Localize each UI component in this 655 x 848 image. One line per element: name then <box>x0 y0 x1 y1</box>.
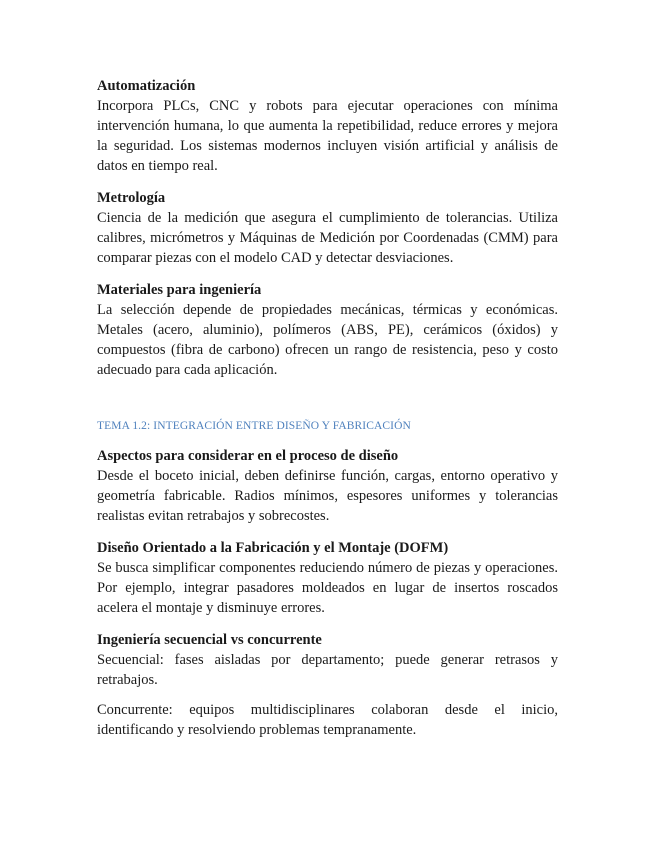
section-heading: Materiales para ingeniería <box>97 282 262 298</box>
section-body: La selección depende de propiedades mecánicas, térmicas y económicas. Metales (acero, aluminio), polímeros (ABS, PE), cerámicos (óxidos) y compuestos (fibra de carbono) ofrecen un rango de resistencia, peso y costo adecuado para cada aplicación. <box>97 302 558 378</box>
section-ingenieria <box>97 630 558 740</box>
section-body: Ciencia de la medición que asegura el cumplimiento de tolerancias. Utiliza calibres, micrómetros y Máquinas de Medición por Coordenadas (CMM) para comparar piezas con el modelo CAD y detectar desviaciones. <box>97 210 558 266</box>
section-dofm <box>97 538 558 618</box>
document-page <box>97 76 558 752</box>
topic-title: TEMA 1.2: INTEGRACIÓN ENTRE DISEÑO Y FABRICACIÓN <box>97 420 411 432</box>
section-aspectos-diseno <box>97 446 558 526</box>
paragraph-gap <box>97 690 558 700</box>
section-heading: Aspectos para considerar en el proceso de diseño <box>97 448 399 464</box>
section-heading: Automatización <box>97 78 196 94</box>
section-automatizacion <box>97 76 558 176</box>
section-body: Secuencial: fases aisladas por departamento; puede generar retrasos y retrabajos. <box>97 652 558 688</box>
section-metrologia <box>97 188 558 268</box>
section-materiales <box>97 280 558 380</box>
section-body: Se busca simplificar componentes reduciendo número de piezas y operaciones. Por ejemplo, integrar pasadores moldeados en lugar de insertos roscados acelera el montaje y disminuye errores. <box>97 560 558 616</box>
section-heading: Ingeniería secuencial vs concurrente <box>97 632 322 648</box>
section-body-2: Concurrente: equipos multidisciplinares colaboran desde el inicio, identificando y resolviendo problemas tempranamente. <box>97 702 558 738</box>
section-body: Incorpora PLCs, CNC y robots para ejecutar operaciones con mínima intervención humana, lo que aumenta la repetibilidad, reduce errores y mejora la seguridad. Los sistemas modernos incluyen visión artificial y análisis de datos en tiempo real. <box>97 98 558 174</box>
section-heading: Diseño Orientado a la Fabricación y el Montaje (DOFM) <box>97 540 449 556</box>
section-heading: Metrología <box>97 190 166 206</box>
section-body: Desde el boceto inicial, deben definirse función, cargas, entorno operativo y geometría fabricable. Radios mínimos, espesores uniformes y tolerancias realistas evitan retrabajos y sobrecostes. <box>97 468 558 524</box>
